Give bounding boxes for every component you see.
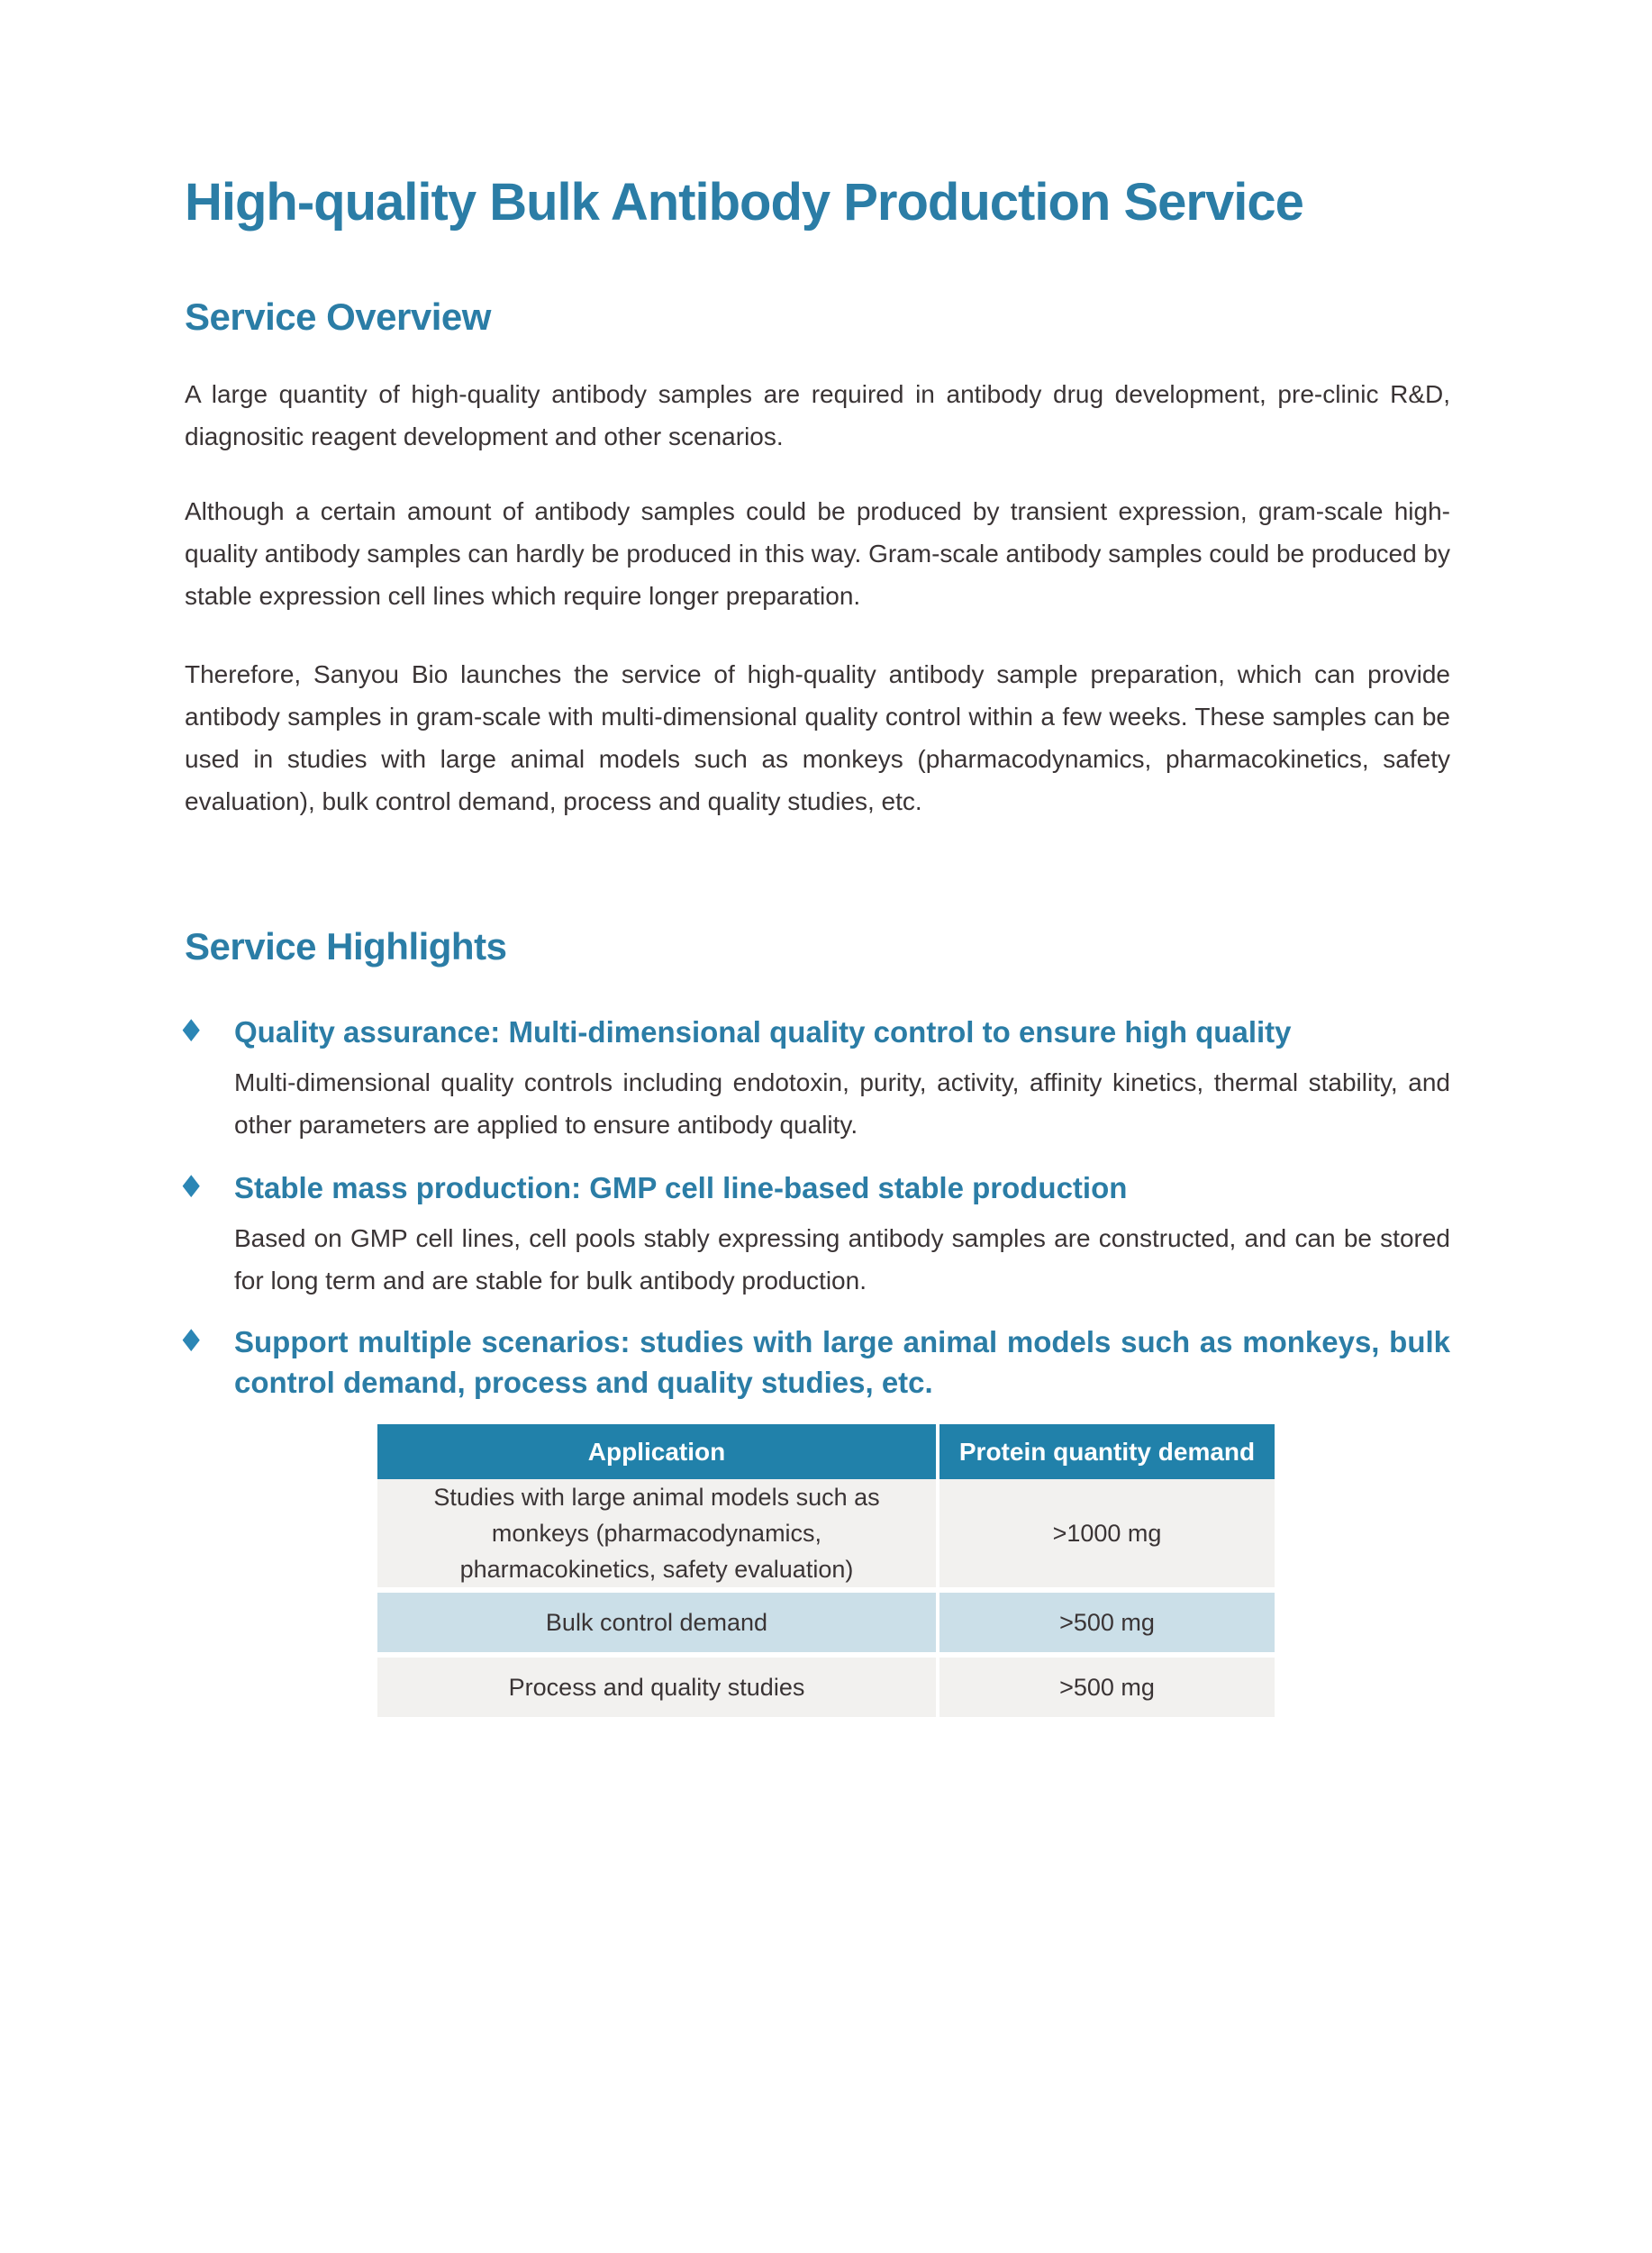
table-row bbox=[377, 1479, 1275, 1587]
highlight-heading: Quality assurance: Multi-dimensional quality control to ensure high quality bbox=[234, 1015, 1292, 1049]
highlight-body: Based on GMP cell lines, cell pools stably expressing antibody samples are constructed, and can be stored for long term and are stable for bulk antibody production. bbox=[234, 1224, 1450, 1295]
overview-paragraph-2: Although a certain amount of antibody samples could be produced by transient expression, gram-scale high-quality antibody samples can hardly be produced in this way. Gram-scale antibody samples could be produced by stable expression cell lines which require longer preparation. bbox=[185, 497, 1450, 610]
highlight-item-stable-mass-production bbox=[177, 1167, 1450, 1302]
table-header-row bbox=[377, 1424, 1275, 1479]
highlight-item-quality-assurance bbox=[177, 1012, 1450, 1146]
section-heading-service-highlights: Service Highlights bbox=[185, 925, 507, 968]
table-cell-application: Process and quality studies bbox=[377, 1652, 936, 1717]
highlight-body: Multi-dimensional quality controls including endotoxin, purity, activity, affinity kinetics, thermal stability, and other parameters are applied to ensure antibody quality. bbox=[234, 1068, 1450, 1139]
table-cell-application: Studies with large animal models such as monkeys (pharmacodynamics, pharmacokinetics, safety evaluation) bbox=[377, 1479, 936, 1587]
diamond-bullet-icon: ♦ bbox=[177, 1169, 205, 1205]
table-header-application: Application bbox=[377, 1424, 936, 1479]
table-row bbox=[377, 1652, 1275, 1717]
table-cell-quantity: >500 mg bbox=[936, 1652, 1275, 1717]
table-cell-quantity: >1000 mg bbox=[936, 1479, 1275, 1587]
table-cell-application: Bulk control demand bbox=[377, 1587, 936, 1652]
highlight-heading: Support multiple scenarios: studies with large animal models such as monkeys, bulk control demand, process and quality studies, etc. bbox=[234, 1325, 1450, 1399]
application-demand-table bbox=[377, 1424, 1275, 1717]
diamond-bullet-icon: ♦ bbox=[177, 1323, 205, 1359]
table-header-protein-quantity-demand: Protein quantity demand bbox=[936, 1424, 1275, 1479]
table-row bbox=[377, 1587, 1275, 1652]
section-heading-service-overview: Service Overview bbox=[185, 295, 491, 338]
highlight-heading: Stable mass production: GMP cell line-based stable production bbox=[234, 1171, 1128, 1204]
overview-paragraph-3: Therefore, Sanyou Bio launches the service of high-quality antibody sample preparation, which can provide antibody samples in gram-scale with multi-dimensional quality control within a few weeks. These samples can be used in studies with large animal models such as monkeys (pharmacodynamics, pharmacokinetics, safety evaluation), bulk control demand, process and quality studies, etc. bbox=[185, 660, 1450, 815]
highlight-list bbox=[177, 1012, 1450, 1403]
table-cell-quantity: >500 mg bbox=[936, 1587, 1275, 1652]
highlight-item-support-multiple-scenarios bbox=[177, 1322, 1450, 1403]
page-title: High-quality Bulk Antibody Production Service bbox=[185, 173, 1303, 232]
diamond-bullet-icon: ♦ bbox=[177, 1013, 205, 1049]
overview-paragraph-1: A large quantity of high-quality antibody samples are required in antibody drug development, pre-clinic R&D, diagnositic reagent development and other scenarios. bbox=[185, 380, 1450, 450]
